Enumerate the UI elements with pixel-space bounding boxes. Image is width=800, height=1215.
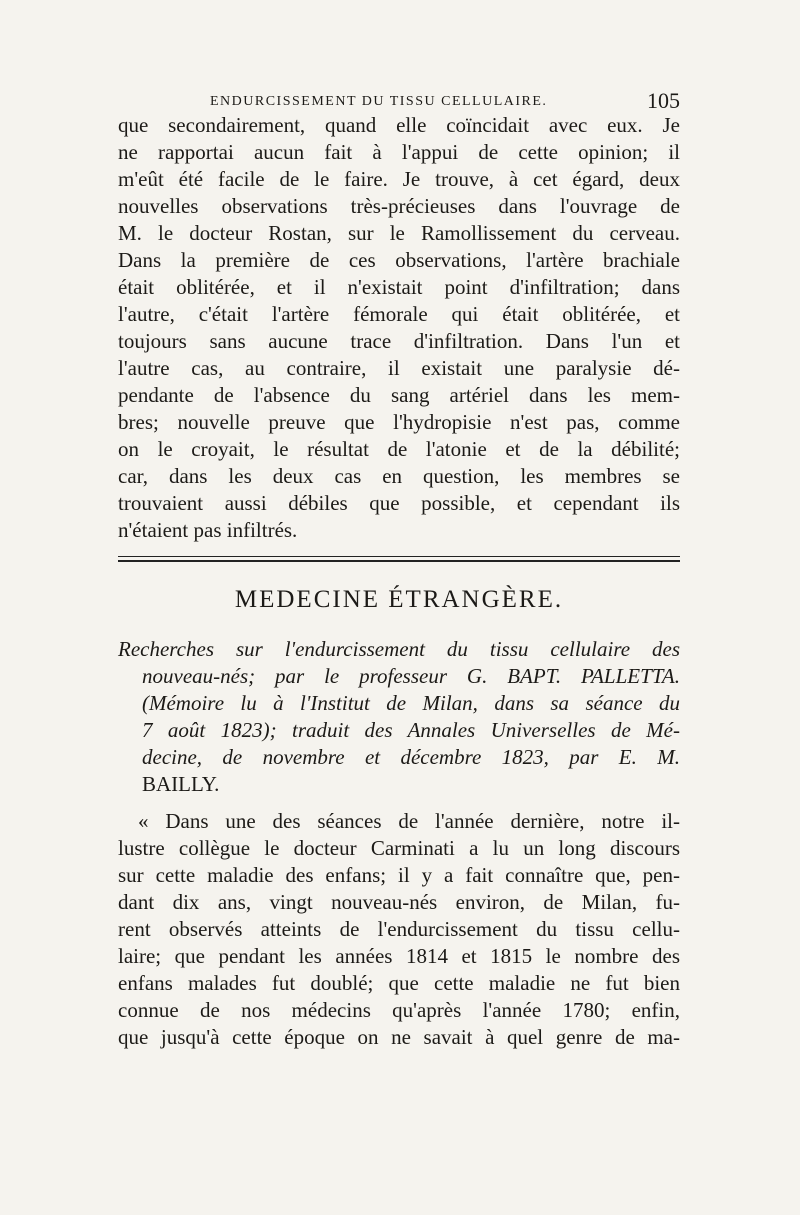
text-line: dant dix ans, vingt nouveau-nés environ, de Milan, fu- [118,890,680,914]
text-line: car, dans les deux cas en question, les membres se [118,464,680,488]
text-line: laire; que pendant les années 1814 et 1815 le nombre des [118,944,680,968]
paragraph-1 [118,112,680,544]
section-divider [118,556,680,562]
text-line: rent observés atteints de l'endurcissement du tissu cellu- [118,917,680,941]
text-line: que jusqu'à cette époque on ne savait à quel genre de ma- [118,1025,680,1049]
text-line: trouvaient aussi débiles que possible, et cependant ils [118,491,680,515]
divider-thin-rule [118,556,680,557]
text-line: sur cette maladie des enfans; il y a fait connaître que, pen- [118,863,680,887]
text-line: M. le docteur Rostan, sur le Ramollissement du cerveau. [118,221,680,245]
heading-line: Recherches sur l'endurcissement du tissu cellulaire des [118,637,680,661]
section-title: MEDECINE ÉTRANGÈRE. [234,586,564,613]
paragraph-2 [118,808,680,1051]
text-line: ne rapportai aucun fait à l'appui de cette opinion; il [118,140,680,164]
book-page [118,78,680,1051]
running-head [118,78,680,112]
heading-line: nouveau-nés; par le professeur G. BAPT. PALLETTA. [142,664,680,688]
running-head-title: ENDURCISSEMENT DU TISSU CELLULAIRE. [210,94,548,109]
text-line: nouvelles observations très-précieuses dans l'ouvrage de [118,194,680,218]
text-line: « Dans une des séances de l'année dernière, notre il- [138,809,680,833]
article-heading [118,636,680,798]
heading-line: (Mémoire lu à l'Institut de Milan, dans sa séance du [142,691,680,715]
page-number: 105 [647,88,680,113]
text-line: m'eût été facile de le faire. Je trouve, à cet égard, deux [118,167,680,191]
text-line: était oblitérée, et il n'existait point d'infiltration; dans [118,275,680,299]
heading-line: 7 août 1823); traduit des Annales Universelles de Mé- [142,718,680,742]
text-line: que secondairement, quand elle coïncidait avec eux. Je [118,113,680,137]
heading-line: BAILLY. [142,772,220,796]
text-line: connue de nos médecins qu'après l'année 1780; enfin, [118,998,680,1022]
text-line: n'étaient pas infiltrés. [118,518,298,542]
text-line: bres; nouvelle preuve que l'hydropisie n'est pas, comme [118,410,680,434]
text-line: enfans malades fut doublé; que cette maladie ne fut bien [118,971,680,995]
text-line: pendante de l'absence du sang artériel dans les mem- [118,383,680,407]
heading-line: decine, de novembre et décembre 1823, par E. M. [142,745,680,769]
text-line: Dans la première de ces observations, l'artère brachiale [118,248,680,272]
text-line: on le croyait, le résultat de l'atonie et de la débilité; [118,437,680,461]
text-line: lustre collègue le docteur Carminati a lu un long discours [118,836,680,860]
text-line: l'autre, c'était l'artère fémorale qui était oblitérée, et [118,302,680,326]
divider-thick-rule [118,560,680,562]
text-line: l'autre cas, au contraire, il existait une paralysie dé- [118,356,680,380]
text-line: toujours sans aucune trace d'infiltration. Dans l'un et [118,329,680,353]
